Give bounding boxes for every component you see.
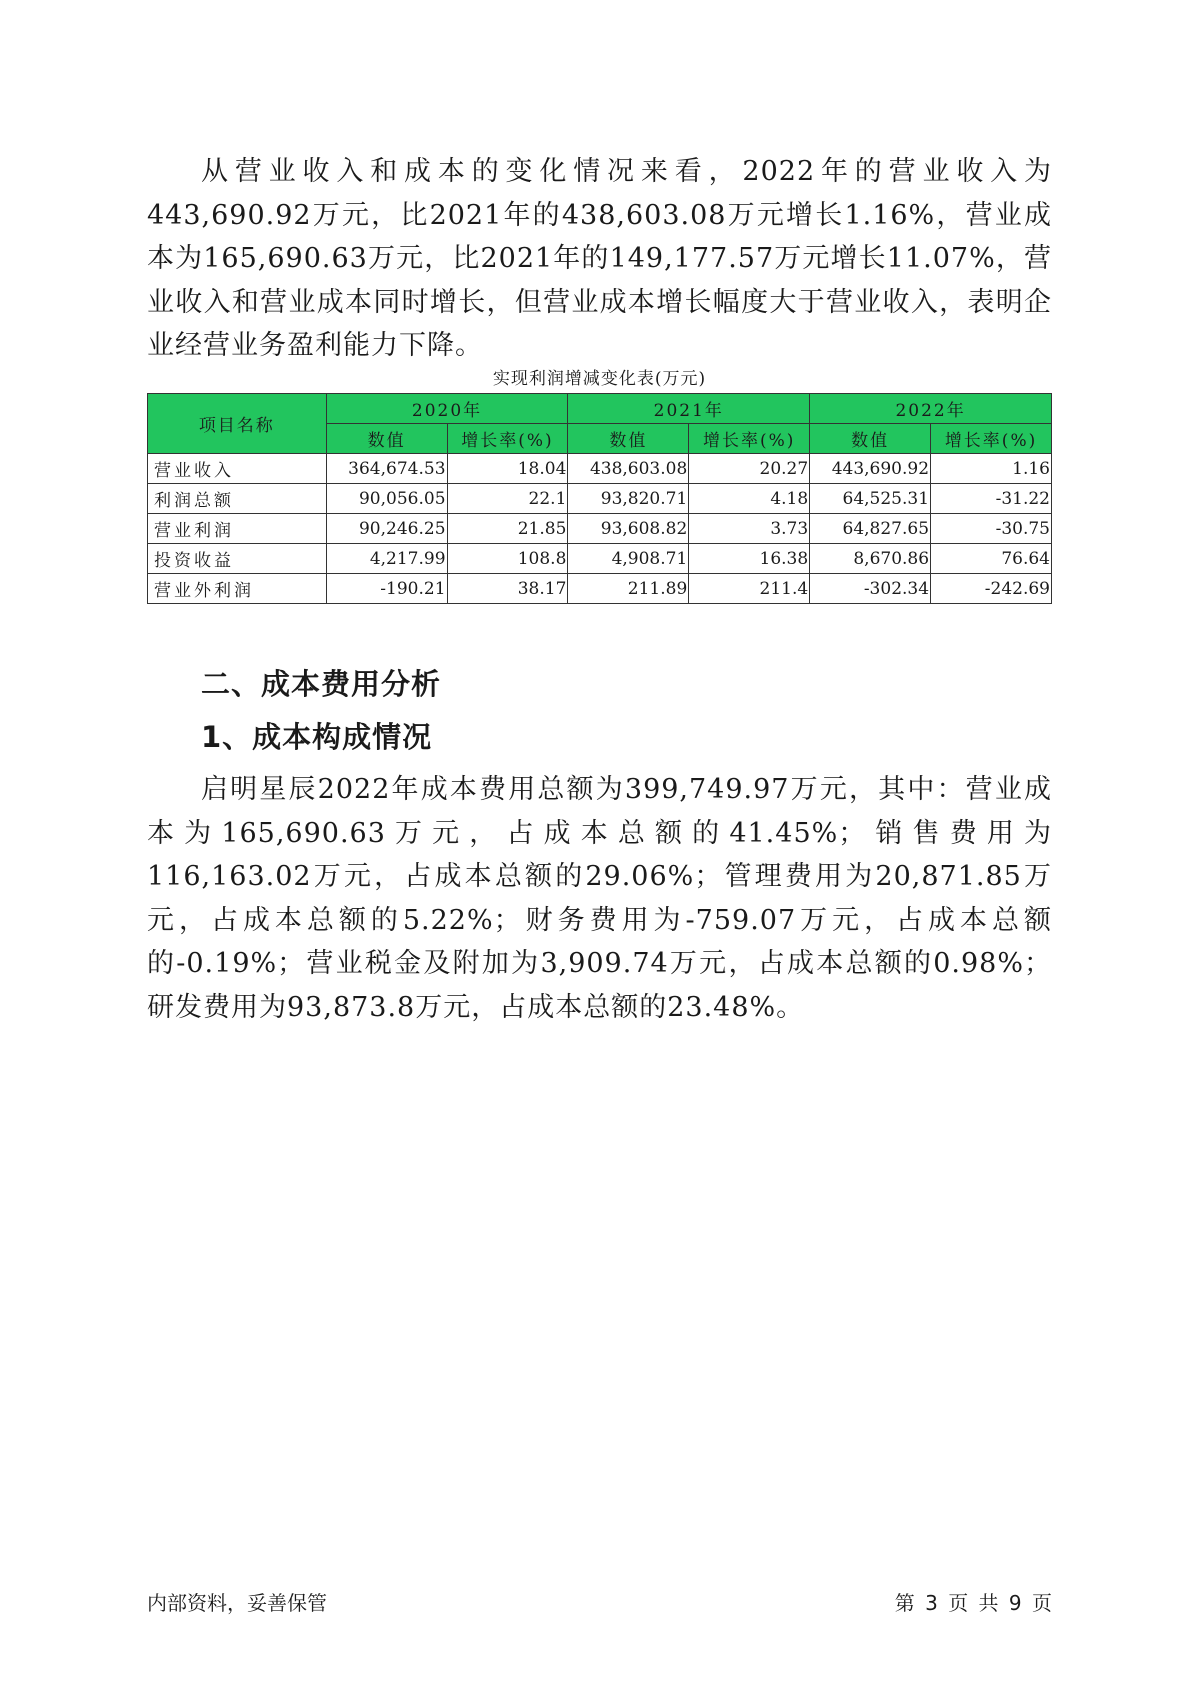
header-item-name: 项目名称 xyxy=(148,394,327,454)
table-row xyxy=(148,514,1052,544)
table-row xyxy=(148,484,1052,514)
cell-value: 93,820.71 xyxy=(568,484,689,514)
intro-paragraph: 从营业收入和成本的变化情况来看，2022年的营业收入为443,690.92万元，比2021年的438,603.08万元增长1.16%，营业成本为165,690.63万元，比2021年的149,177.57万元增长11.07%，营业收入和营业成本同时增长，但营业成本增长幅度大于营业收入，表明企业经营业务盈利能力下降。 xyxy=(147,156,1052,361)
row-name: 投资收益 xyxy=(148,544,327,574)
header-growth-rate: 增长率(%) xyxy=(447,424,568,454)
cell-value: 4,908.71 xyxy=(568,544,689,574)
page-number: 第 3 页 共 9 页 xyxy=(894,1591,1052,1615)
cell-value: 8,670.86 xyxy=(810,544,931,574)
cell-value: 93,608.82 xyxy=(568,514,689,544)
row-name: 利润总额 xyxy=(148,484,327,514)
cell-rate: 76.64 xyxy=(931,544,1052,574)
cell-rate: 18.04 xyxy=(447,454,568,484)
section-heading: 二、成本费用分析 xyxy=(201,667,442,701)
footer-confidential-note: 内部资料，妥善保管 xyxy=(147,1591,327,1615)
profit-change-table xyxy=(147,393,1052,604)
cell-rate: -31.22 xyxy=(931,484,1052,514)
cell-value: 64,827.65 xyxy=(810,514,931,544)
cell-value: 4,217.99 xyxy=(326,544,447,574)
cell-value: 64,525.31 xyxy=(810,484,931,514)
cell-rate: -242.69 xyxy=(931,574,1052,604)
table-caption: 实现利润增减变化表(万元) xyxy=(492,369,707,389)
cell-rate: 4.18 xyxy=(689,484,810,514)
header-value: 数值 xyxy=(810,424,931,454)
header-value: 数值 xyxy=(568,424,689,454)
cell-rate: 16.38 xyxy=(689,544,810,574)
header-year-2022: 2022年 xyxy=(810,394,1052,424)
cell-value: 90,246.25 xyxy=(326,514,447,544)
header-value: 数值 xyxy=(326,424,447,454)
cell-rate: 22.1 xyxy=(447,484,568,514)
subsection-heading: 1、成本构成情况 xyxy=(201,720,433,754)
header-growth-rate: 增长率(%) xyxy=(689,424,810,454)
cell-value: 211.89 xyxy=(568,574,689,604)
cell-value: -302.34 xyxy=(810,574,931,604)
table-row xyxy=(148,574,1052,604)
header-year-2021: 2021年 xyxy=(568,394,810,424)
cell-value: 90,056.05 xyxy=(326,484,447,514)
cell-value: 438,603.08 xyxy=(568,454,689,484)
cell-rate: 38.17 xyxy=(447,574,568,604)
row-name: 营业利润 xyxy=(148,514,327,544)
row-name: 营业外利润 xyxy=(148,574,327,604)
header-growth-rate: 增长率(%) xyxy=(931,424,1052,454)
cell-rate: 108.8 xyxy=(447,544,568,574)
cell-value: -190.21 xyxy=(326,574,447,604)
cell-rate: -30.75 xyxy=(931,514,1052,544)
cost-composition-paragraph: 启明星辰2022年成本费用总额为399,749.97万元，其中：营业成本为165,690.63万元，占成本总额的41.45%；销售费用为116,163.02万元，占成本总额的29.06%；管理费用为20,871.85万元，占成本总额的5.22%；财务费用为-759.07万元，占成本总额的-0.19%；营业税金及附加为3,909.74万元，占成本总额的0.98%；研发费用为93,873.8万元，占成本总额的23.48%。 xyxy=(147,774,1052,1023)
cell-rate: 21.85 xyxy=(447,514,568,544)
cell-rate: 211.4 xyxy=(689,574,810,604)
cell-value: 443,690.92 xyxy=(810,454,931,484)
table-row xyxy=(148,544,1052,574)
cell-value: 364,674.53 xyxy=(326,454,447,484)
cell-rate: 20.27 xyxy=(689,454,810,484)
cell-rate: 1.16 xyxy=(931,454,1052,484)
row-name: 营业收入 xyxy=(148,454,327,484)
cell-rate: 3.73 xyxy=(689,514,810,544)
header-year-2020: 2020年 xyxy=(326,394,568,424)
table-row xyxy=(148,454,1052,484)
